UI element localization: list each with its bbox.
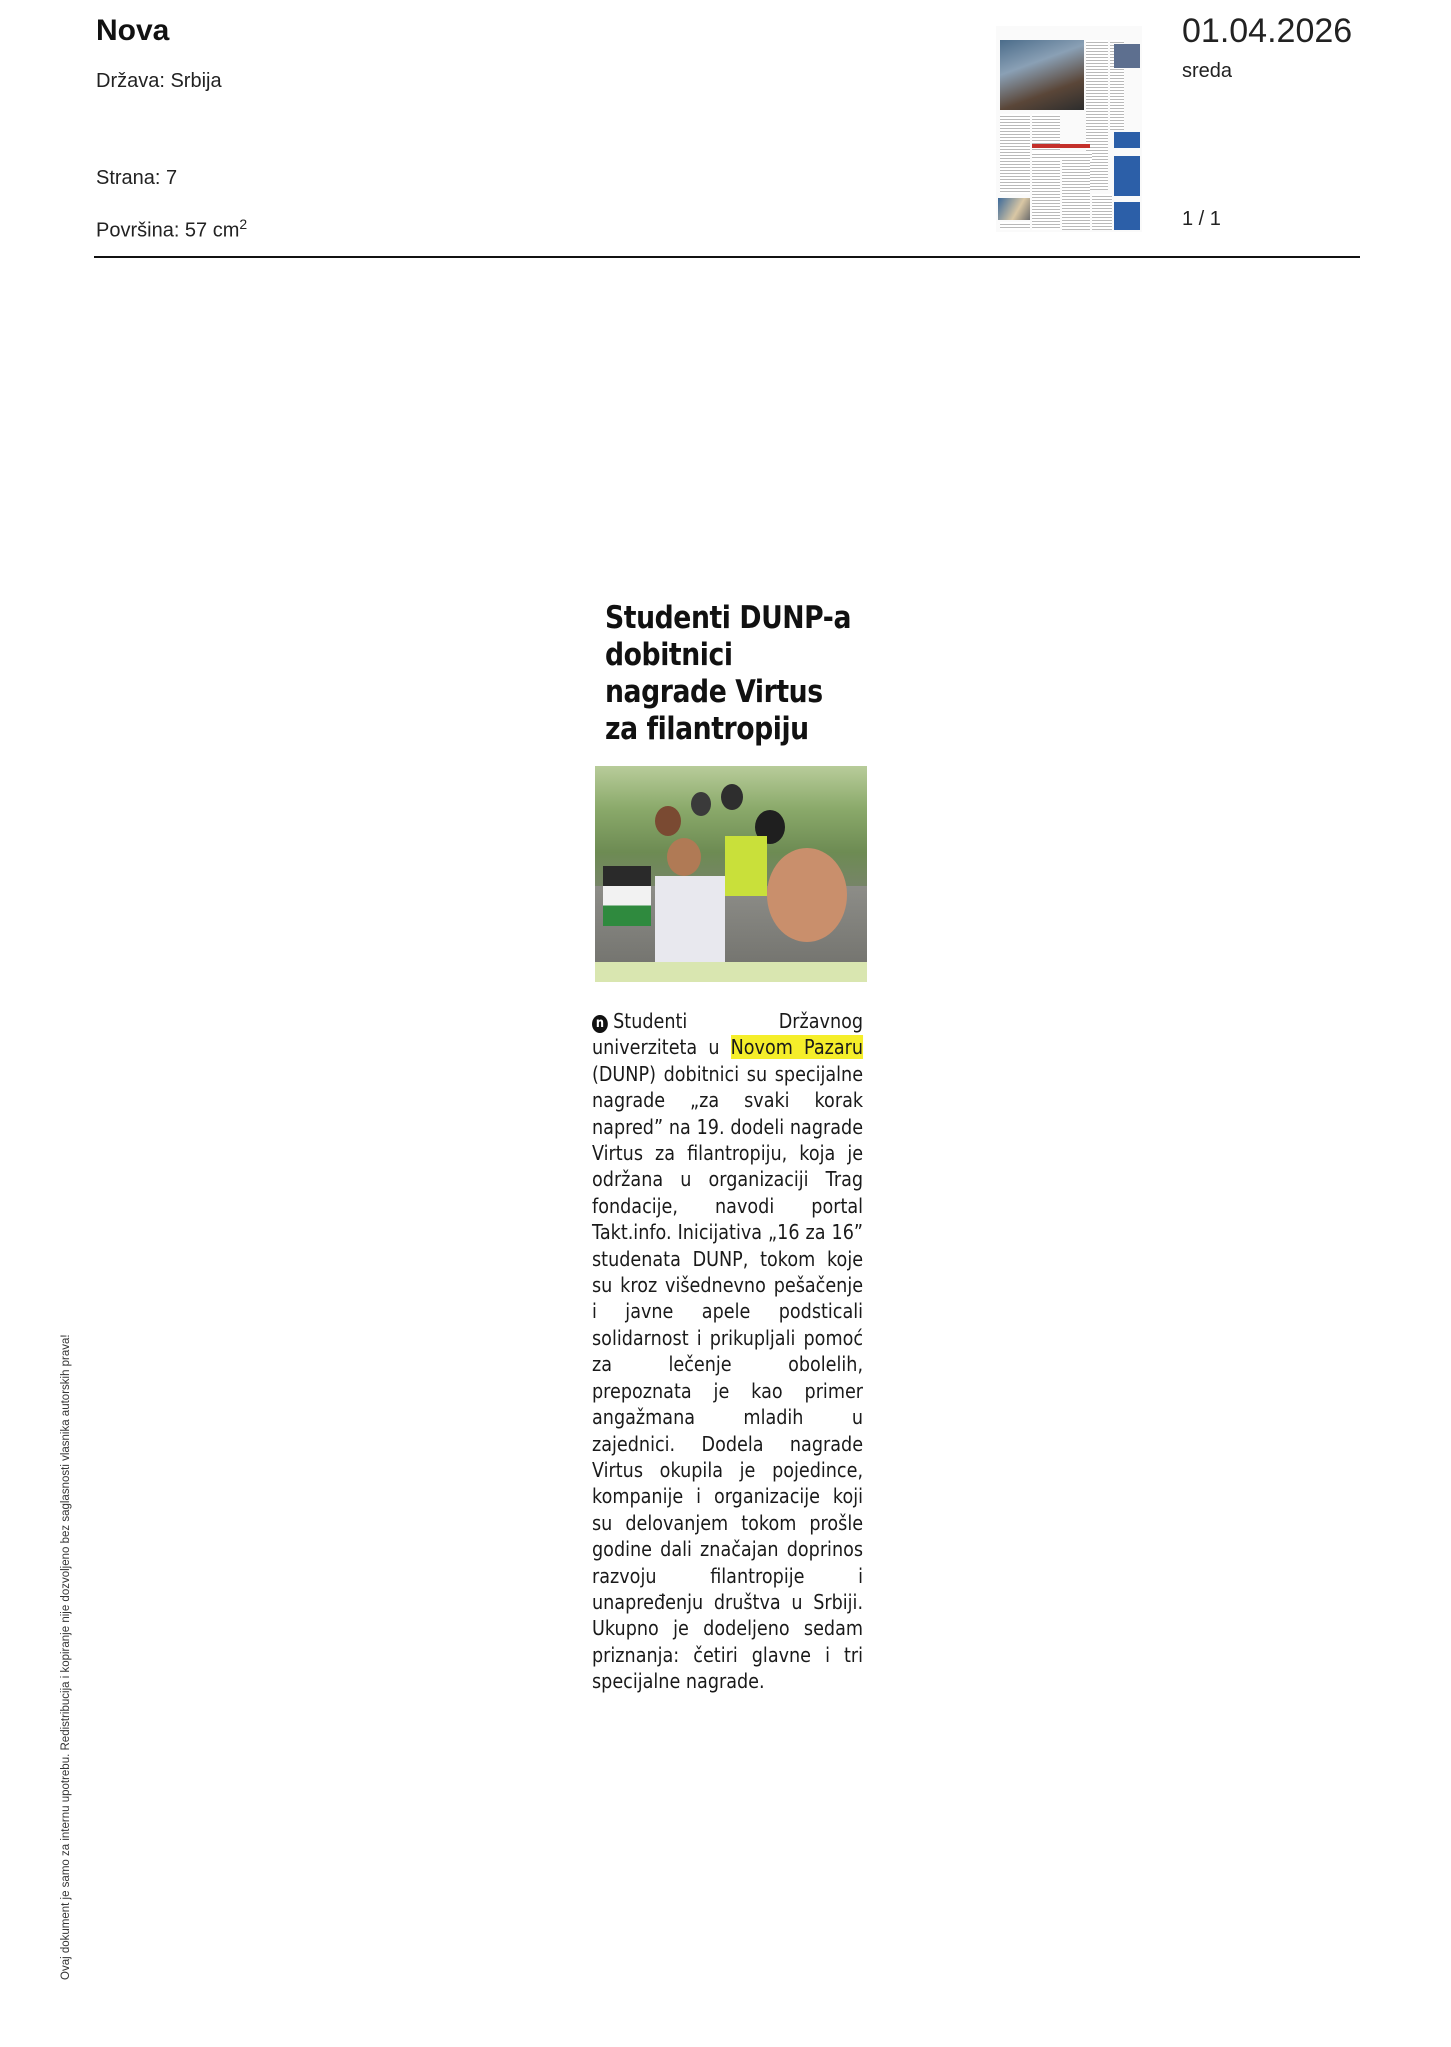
area-unit-exponent: 2 — [239, 216, 248, 232]
photo-flag — [603, 866, 651, 926]
thumbnail-blue-box — [1114, 156, 1140, 196]
thumbnail-text-column — [1062, 152, 1090, 230]
photo-shirt — [655, 876, 725, 966]
thumbnail-text-column — [1032, 152, 1092, 160]
area-label — [96, 216, 247, 243]
thumbnail-blue-box — [1114, 202, 1140, 230]
photo-vest-bottom — [595, 962, 867, 982]
photo-person — [721, 784, 743, 810]
issue-weekday: sreda — [1182, 60, 1233, 82]
publication-name: Nova — [96, 14, 170, 47]
thumbnail-text-column — [1000, 222, 1030, 230]
area-value: Površina: 57 cm — [96, 219, 240, 242]
article-photo — [595, 766, 867, 982]
article-text-start: Studenti Državnog univerziteta u — [592, 1009, 864, 1060]
thumbnail-text-column — [1000, 114, 1030, 194]
thumbnail-red-rule — [1032, 144, 1090, 148]
thumbnail-side-photo — [1114, 44, 1140, 68]
publication-logo-icon: n — [592, 1015, 608, 1033]
photo-person — [691, 792, 711, 816]
issue-date: 01.04.2026 — [1182, 12, 1353, 50]
photo-person — [655, 806, 681, 836]
thumbnail-small-photo — [998, 198, 1030, 220]
highlighted-keyword: Novom Pazaru — [730, 1035, 864, 1060]
photo-person — [667, 838, 701, 876]
page-number: Strana: 7 — [96, 167, 178, 189]
thumbnail-blue-box — [1114, 132, 1140, 148]
photo-person — [767, 848, 847, 942]
page-thumbnail[interactable] — [996, 26, 1142, 232]
thumbnail-text-column — [1032, 114, 1060, 230]
thumbnail-photo — [1000, 40, 1084, 110]
article-text-rest: (DUNP) dobitnici su specijalne nagrade „za svaki korak napred” na 19. dodeli nagrade Virtus za filantropiju, koja je održana u organizaciji Trag fondacije, navodi portal Takt.info. Inicijativa „16 za 16” studenata DUNP, tokom koje su kroz višednevno pešačenje i javne apele podsticali solidarnost i prikupljali pomoć za lečenje obolelih, prepoznata je kao primer angažmana mladih u zajednici. Dodela nagrade Virtus okupila je pojedince, kompanije i organizacije koji su delovanjem tokom prošle godine dali značajan doprinos razvoju filantropije i unapređenju društva u Srbiji. Ukupno je dodeljeno sedam priznanja: četiri glavne i tri specijalne nagrade. — [592, 1061, 864, 1694]
article-title: Studenti DUNP-a dobitnici nagrade Virtus za filantropiju — [605, 600, 852, 747]
photo-vest — [725, 836, 767, 896]
header-divider — [94, 256, 1360, 258]
page-counter: 1 / 1 — [1182, 208, 1221, 230]
article-body — [592, 1008, 863, 1695]
copyright-disclaimer: Ovaj dokument je samo za internu upotrebu. Redistribucija i kopiranje nije dozvoljeno bez saglasnosti vlasnika autorskih prava! — [60, 1334, 72, 1980]
country-label: Država: Srbija — [96, 70, 222, 92]
thumbnail-text-column — [1092, 194, 1112, 230]
